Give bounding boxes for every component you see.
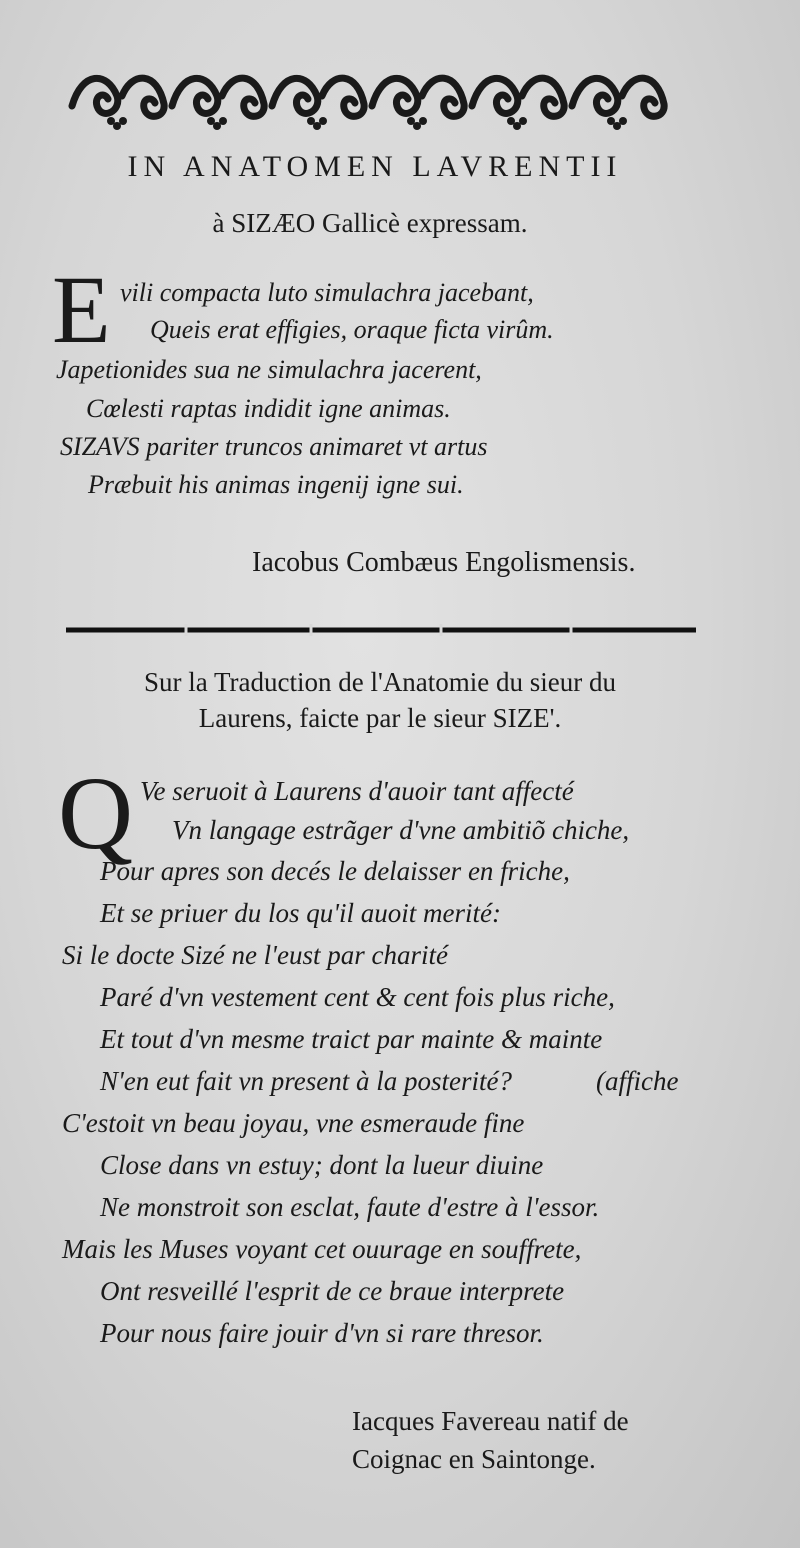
verse-line-catchword: (affiche (596, 1066, 679, 1096)
heading-latin-subtitle: à SIZÆO Gallicè expressam. (212, 208, 528, 238)
drop-cap-q: Q (58, 756, 134, 871)
ornamental-headpiece (62, 66, 672, 136)
verse-line: Præbuit his animas ingenij igne sui. (88, 470, 464, 499)
heading-french-line2: Laurens, faicte par le sieur SIZE'. (198, 703, 562, 733)
verse-line: Pour nous faire jouir d'vn si rare thresor. (100, 1318, 544, 1348)
signature-combaeus: Iacobus Combæus Engolismensis. (252, 547, 636, 578)
heading-latin-title: IN ANATOMEN LAVRENTII (127, 150, 623, 183)
verse-line: vili compacta luto simulachra jacebant, (120, 278, 534, 307)
verse-line: C'estoit vn beau joyau, vne esmeraude fine (62, 1108, 525, 1138)
verse-line: Paré d'vn vestement cent & cent fois plus riche, (100, 982, 615, 1012)
heading-french-line1: Sur la Traduction de l'Anatomie du sieur du (143, 667, 617, 697)
verse-line: Ont resveillé l'esprit de ce braue interprete (100, 1276, 565, 1306)
signature-favereau (352, 1402, 629, 1478)
signature-favereau-line1: Iacques Favereau natif de (352, 1406, 629, 1436)
verse-line: SIZAVS pariter truncos animaret vt artus (60, 432, 488, 461)
verse-line: Mais les Muses voyant cet ouurage en souffrete, (62, 1234, 582, 1264)
verse-line: Japetionides sua ne simulachra jacerent, (56, 355, 482, 384)
verse-line: Ve seruoit à Laurens d'auoir tant affecté (140, 776, 574, 806)
drop-cap-e: E (52, 256, 111, 363)
verse-line: Close dans vn estuy; dont la lueur diuine (100, 1150, 544, 1180)
signature-favereau-line2: Coignac en Saintonge. (352, 1444, 596, 1474)
verse-line: Et tout d'vn mesme traict par mainte & mainte (100, 1024, 603, 1054)
verse-line: Vn langage estrãger d'vne ambitiõ chiche, (172, 815, 630, 845)
verse-line: Et se priuer du los qu'il auoit merité: (100, 898, 501, 928)
heading-french-title (0, 664, 760, 736)
verse-line: Cœlesti raptas indidit igne animas. (86, 394, 451, 423)
verse-line: Ne monstroit son esclat, faute d'estre à l'essor. (100, 1192, 600, 1222)
verse-line: Pour apres son decés le delaisser en friche, (100, 856, 570, 886)
verse-line: N'en eut fait vn present à la posterité? (100, 1066, 512, 1096)
verse-line: Si le docte Sizé ne l'eust par charité (62, 940, 448, 970)
divider-rule (66, 622, 696, 638)
verse-line: Queis erat effigies, oraque ficta virûm. (150, 315, 554, 344)
